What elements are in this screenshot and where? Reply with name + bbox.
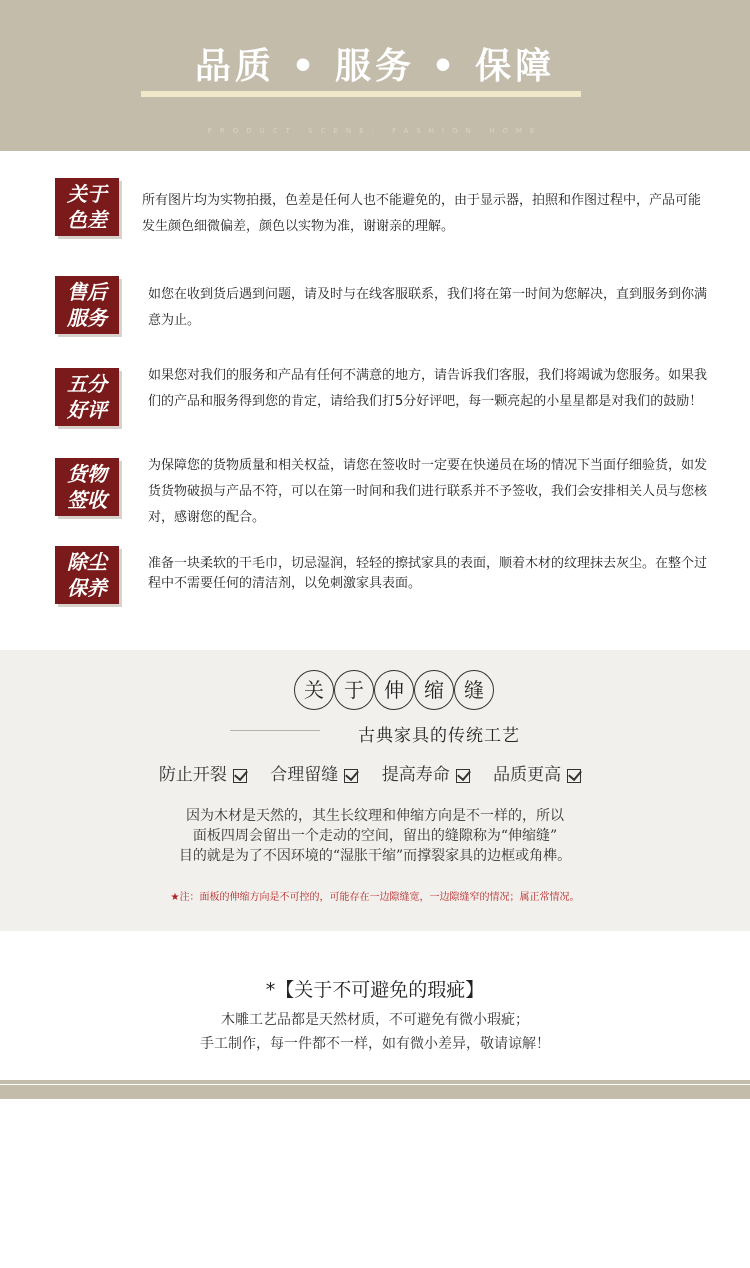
badge-line1: 五分 [67, 372, 107, 396]
feature-item [382, 760, 480, 785]
flaw-description [0, 1008, 750, 1056]
feature-label: 合理留缝 [270, 765, 339, 785]
row-text: 如您在收到货后遇到问题，请及时与在线客服联系，我们将在第一时间为您解决，直到服务到你满意为止。 [148, 287, 708, 328]
checkbox-icon [456, 769, 470, 783]
row-text: 准备一块柔软的干毛巾，切忌湿润，轻轻的擦拭家具的表面，顺着木材的纹理抹去灰尘。在整个过程中不需要任何的清洁剂，以免刺激家具表面。 [148, 556, 708, 591]
checkbox-icon [233, 769, 247, 783]
feature-item [270, 760, 368, 785]
title-circle: 缝 [454, 670, 494, 710]
description-line: 面板四周会留出一个走动的空间，留出的缝隙称为“伸缩缝” [192, 828, 558, 844]
row-text: 所有图片均为实物拍摄，色差是任何人也不能避免的，由于显示器，拍照和作图过程中，产品可能发生颜色细微偏差，颜色以实物为准，谢谢亲的理解。 [142, 193, 702, 234]
header-title: 品质 • 服务 • 保障 [194, 46, 556, 87]
badge-dusting [55, 546, 119, 604]
row-text: 为保障您的货物质量和相关权益，请您在签收时一定要在快递员在场的情况下当面仔细验货，如发货货物破损与产品不符，可以在第一时间和我们进行联系并不予签收，我们会安排相关人员与您核对，感谢您的配合。 [148, 458, 708, 525]
badge-receipt [55, 458, 119, 516]
header-underline [141, 91, 581, 97]
title-circle: 于 [334, 670, 374, 710]
flaw-line: 木雕工艺品都是天然材质，不可避免有微小瑕疵； [221, 1012, 529, 1028]
badge-color-difference [55, 178, 119, 236]
description-line: 因为木材是天然的，其生长纹理和伸缩方向是不一样的，所以 [186, 808, 564, 824]
feature-label: 品质更高 [493, 765, 562, 785]
badge-line1: 除尘 [67, 550, 107, 574]
joint-note: ★注：面板的伸缩方向是不可控的，可能存在一边隙缝宽，一边隙缝窄的情况；属正常情况。 [170, 892, 580, 903]
badge-line2: 签收 [67, 488, 107, 512]
feature-label: 防止开裂 [158, 765, 227, 785]
footer-band-thin [0, 1080, 750, 1084]
badge-five-star [55, 368, 119, 426]
title-circle: 缩 [414, 670, 454, 710]
title-circle: 伸 [374, 670, 414, 710]
checkbox-icon [344, 769, 358, 783]
flaw-line: 手工制作，每一件都不一样，如有微小差异，敬请谅解！ [200, 1036, 550, 1052]
header-subtitle: PRODUCT SCENE: FASHION HOME [207, 127, 543, 135]
badge-line2: 色差 [67, 208, 107, 232]
row-text: 如果您对我们的服务和产品有任何不满意的地方，请告诉我们客服，我们将竭诚为您服务。如果我们的产品和服务得到您的肯定，请给我们打5分好评吧，每一颗亮起的小星星都是对我们的鼓励！ [148, 368, 708, 409]
feature-item [493, 760, 591, 785]
feature-item [159, 760, 257, 785]
badge-line2: 服务 [67, 306, 107, 330]
badge-line1: 售后 [67, 280, 107, 304]
badge-line1: 关于 [67, 182, 107, 206]
badge-after-sales [55, 276, 119, 334]
title-circle: 关 [294, 670, 334, 710]
feature-list [0, 760, 750, 785]
badge-line1: 货物 [67, 462, 107, 486]
joint-description [0, 806, 750, 866]
description-line: 目的就是为了不因环境的“湿胀干缩”而撑裂家具的边框或角榫。 [178, 848, 572, 864]
flaw-title: *【关于不可避免的瑕疵】 [265, 979, 485, 1001]
checkbox-icon [567, 769, 581, 783]
divider-line [230, 730, 320, 731]
footer-band [0, 1085, 750, 1099]
badge-line2: 好评 [67, 398, 107, 422]
page-header [0, 0, 750, 151]
feature-label: 提高寿命 [381, 765, 450, 785]
joint-subtitle: 古典家具的传统工艺 [358, 726, 520, 746]
badge-line2: 保养 [67, 576, 107, 600]
